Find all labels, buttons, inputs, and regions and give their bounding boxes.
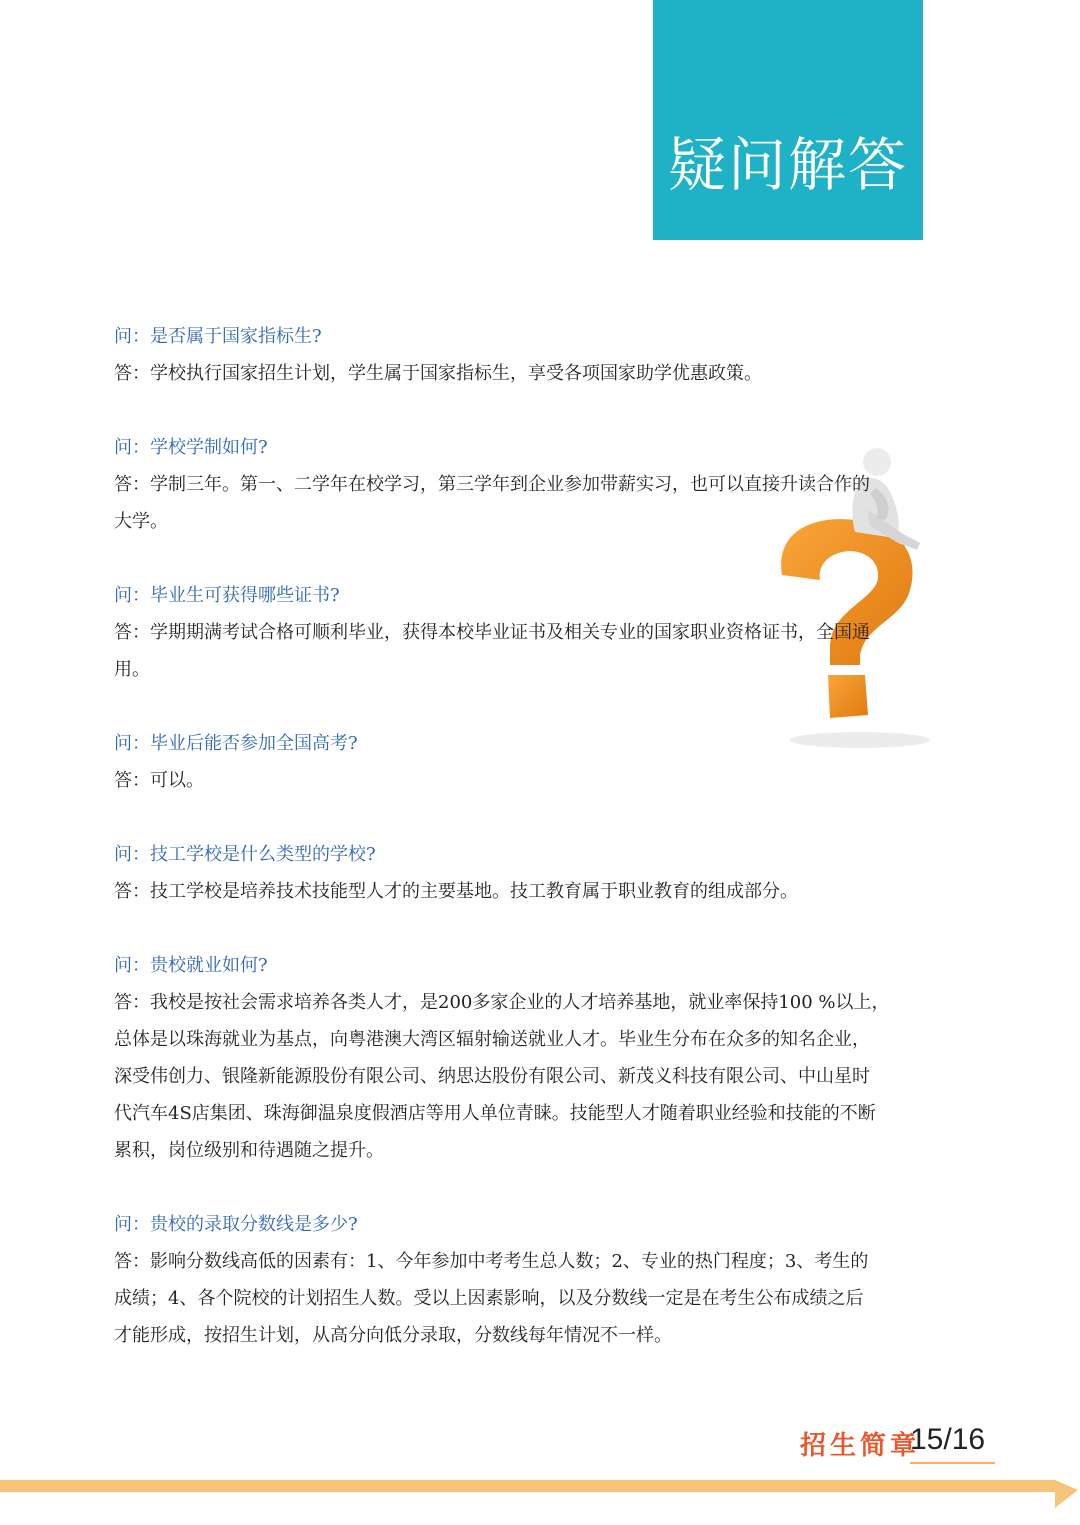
question: 问：贵校就业如何? xyxy=(114,955,268,976)
qa-item xyxy=(114,947,904,1169)
qa-item xyxy=(114,725,904,799)
question: 问：贵校的录取分数线是多少? xyxy=(114,1214,358,1235)
qa-item xyxy=(114,1206,904,1354)
answer-line: 答：我校是按社会需求培养各类人才，是200多家企业的人才培养基地，就业率保持100 %以上， xyxy=(114,992,890,1013)
answer-line: 总体是以珠海就业为基点，向粤港澳大湾区辐射输送就业人才。毕业生分布在众多的知名企业， xyxy=(114,1029,870,1050)
qa-item xyxy=(114,577,904,688)
answer-line: 才能形成，按招生计划，从高分向低分录取，分数线每年情况不一样。 xyxy=(114,1325,672,1346)
answer-line: 答：学校执行国家招生计划，学生属于国家指标生，享受各项国家助学优惠政策。 xyxy=(114,363,762,384)
question: 问：学校学制如何? xyxy=(114,437,268,458)
qa-item xyxy=(114,318,904,392)
answer-line: 深受伟创力、银隆新能源股份有限公司、纳思达股份有限公司、新茂义科技有限公司、中山星时 xyxy=(114,1066,870,1087)
answer-line: 大学。 xyxy=(114,511,168,532)
answer-line: 答：影响分数线高低的因素有：1、今年参加中考考生总人数；2、专业的热门程度；3、考生的 xyxy=(114,1251,869,1272)
header-banner xyxy=(653,0,923,240)
footer-brand: 招生简章 xyxy=(800,1431,921,1461)
answer-line: 答：技工学校是培养技术技能型人才的主要基地。技工教育属于职业教育的组成部分。 xyxy=(114,881,798,902)
answer-line: 累积，岗位级别和待遇随之提升。 xyxy=(114,1140,384,1161)
qa-list xyxy=(114,318,904,1391)
page-title: 疑问解答 xyxy=(667,131,908,199)
qa-item xyxy=(114,836,904,910)
question: 问：技工学校是什么类型的学校? xyxy=(114,844,376,865)
page-number: 15/16 xyxy=(910,1423,986,1456)
answer-line: 答：学期期满考试合格可顺利毕业，获得本校毕业证书及相关专业的国家职业资格证书，全国通 xyxy=(114,622,870,643)
answer-line: 用。 xyxy=(114,659,150,680)
answer-line: 成绩；4、各个院校的计划招生人数。受以上因素影响，以及分数线一定是在考生公布成绩之后 xyxy=(114,1288,864,1309)
question: 问：毕业生可获得哪些证书? xyxy=(114,585,340,606)
answer-line: 答：可以。 xyxy=(114,770,204,791)
answer-line: 答：学制三年。第一、二学年在校学习，第三学年到企业参加带薪实习，也可以直接升读合作的 xyxy=(114,474,870,495)
question: 问：毕业后能否参加全国高考? xyxy=(114,733,358,754)
qa-item xyxy=(114,429,904,540)
page-number-underline xyxy=(910,1462,995,1464)
answer-line: 代汽车4S店集团、珠海御温泉度假酒店等用人单位青睐。技能型人才随着职业经验和技能的不断 xyxy=(114,1103,876,1124)
question: 问：是否属于国家指标生? xyxy=(114,326,322,347)
footer-stripe xyxy=(0,1478,1080,1518)
